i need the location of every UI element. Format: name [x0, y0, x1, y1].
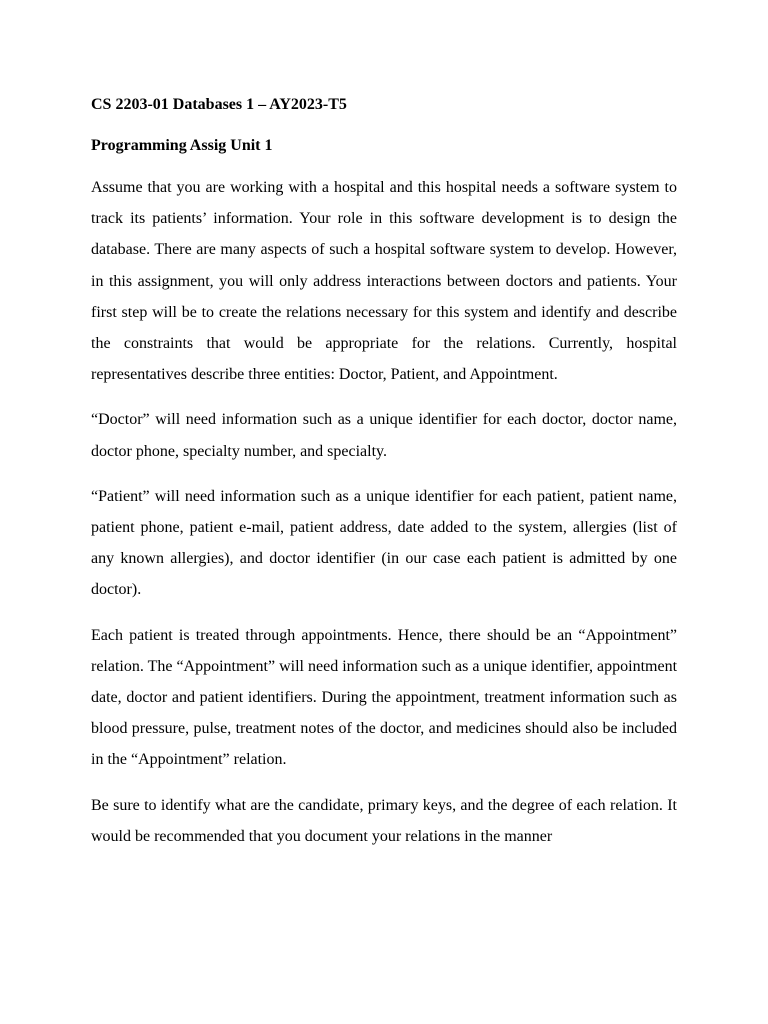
assignment-title: Programming Assig Unit 1 [91, 137, 273, 154]
paragraph-keys-instructions: Be sure to identify what are the candidate, primary keys, and the degree of each relation. It would be recommended that you document your relations in the manner [91, 796, 677, 845]
paragraph-introduction: Assume that you are working with a hospital and this hospital needs a software system to track its patients’ information. Your role in this software development is to design the database. There are many aspects of such a hospital software system to develop. However, in this assignment, you will only address interactions between doctors and patients. Your first step will be to create the relations necessary for this system and identify and describe the constraints that would be appropriate for the relations. Currently, hospital representatives describe three entities: Doctor, Patient, and Appointment. [91, 179, 677, 384]
course-title: CS 2203-01 Databases 1 – AY2023-T5 [91, 96, 347, 113]
paragraph-patient-entity: “Patient” will need information such as a unique identifier for each patient, patient name, patient phone, patient e-mail, patient address, date added to the system, allergies (list of any known allergies), and doctor identifier (in our case each patient is admitted by one doctor). [91, 487, 677, 599]
paragraph-doctor-entity: “Doctor” will need information such as a unique identifier for each doctor, doctor name, doctor phone, specialty number, and specialty. [91, 411, 677, 460]
paragraph-appointment-entity: Each patient is treated through appointments. Hence, there should be an “Appointment” relation. The “Appointment” will need information such as a unique identifier, appointment date, doctor and patient identifiers. During the appointment, treatment information such as blood pressure, pulse, treatment notes of the doctor, and medicines should also be included in the “Appointment” relation. [91, 626, 678, 769]
